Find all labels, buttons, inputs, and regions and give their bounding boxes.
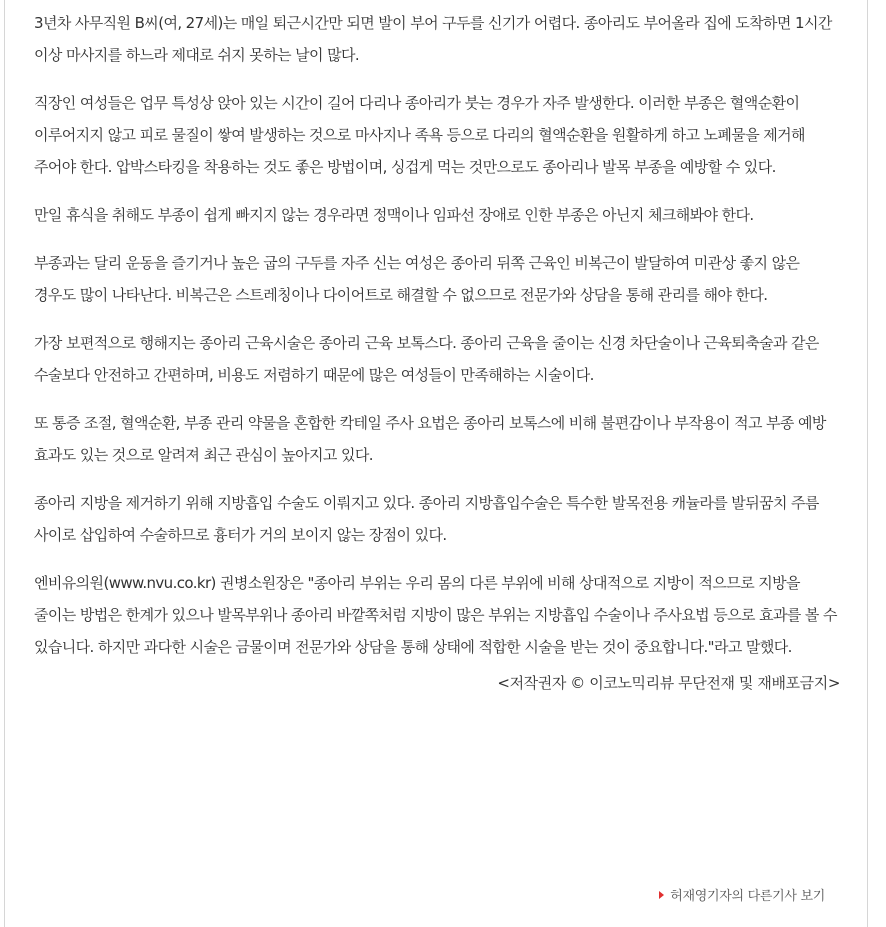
article-paragraph-1: 3년차 사무직원 B씨(여, 27세)는 매일 퇴근시간만 되면 발이 부어 구두를 신기가 어렵다. 종아리도 부어올라 집에 도착하면 1시간 이상 마사지를 하느라 제대로 쉬지 못하는 날이 많다.	[34, 14, 832, 64]
reporter-other-articles-label: 허재영기자의 다른기사 보기	[670, 889, 825, 904]
article-paragraph-7: 종아리 지방을 제거하기 위해 지방흡입 수술도 이뤄지고 있다. 종아리 지방흡입수술은 특수한 발목전용 캐뉼라를 발뒤꿈치 주름 사이로 삽입하여 수술하므로 흉터가 거의 보이지 않는 장점이 있다.	[34, 494, 819, 544]
reporter-other-articles-link[interactable]	[659, 887, 825, 907]
article-body	[34, 7, 842, 695]
article-paragraph-4: 부종과는 달리 운동을 즐기거나 높은 굽의 구두를 자주 신는 여성은 종아리 뒤쪽 근육인 비복근이 발달하여 미관상 좋지 않은 경우도 많이 나타난다. 비복근은 스트레칭이나 다이어트로 해결할 수 없으므로 전문가와 상담을 통해 관리를 해야 한다.	[34, 254, 800, 304]
article-paragraph-6: 또 통증 조절, 혈액순환, 부종 관리 약물을 혼합한 칵테일 주사 요법은 종아리 보톡스에 비해 불편감이나 부작용이 적고 부종 예방 효과도 있는 것으로 알려져 최근 관심이 높아지고 있다.	[34, 414, 826, 464]
article-paragraph-5: 가장 보편적으로 행해지는 종아리 근육시술은 종아리 근육 보톡스다. 종아리 근육을 줄이는 신경 차단술이나 근육퇴축술과 같은 수술보다 안전하고 간편하며, 비용도 저렴하기 때문에 많은 여성들이 만족해하는 시술이다.	[34, 334, 819, 384]
article-paragraph-8: 엔비유의원(www.nvu.co.kr) 권병소원장은 "종아리 부위는 우리 몸의 다른 부위에 비해 상대적으로 지방이 적으므로 지방을 줄이는 방법은 한계가 있으나 발목부위나 종아리 바깥쪽처럼 지방이 많은 부위는 지방흡입 수술이나 주사요법 등으로 효과를 볼 수 있습니다. 하지만 과다한 시술은 금물이며 전문가와 상담을 통해 상태에 적합한 시술을 받는 것이 중요합니다."라고 말했다.	[34, 574, 837, 656]
red-triangle-arrow-icon	[659, 891, 664, 899]
article-paragraph-3: 만일 휴식을 취해도 부종이 쉽게 빠지지 않는 경우라면 정맥이나 임파선 장애로 인한 부종은 아닌지 체크해봐야 한다.	[34, 206, 754, 224]
article-paragraph-2: 직장인 여성들은 업무 특성상 앉아 있는 시간이 길어 다리나 종아리가 붓는 경우가 자주 발생한다. 이러한 부종은 혈액순환이 이루어지지 않고 피로 물질이 쌓여 발생하는 것으로 마사지나 족욕 등으로 다리의 혈액순환을 원활하게 하고 노폐물을 제거해 주어야 한다. 압박스타킹을 착용하는 것도 좋은 방법이며, 싱겁게 먹는 것만으로도 종아리나 발목 부종을 예방할 수 있다.	[34, 94, 805, 176]
copyright-notice: <저작권자 © 이코노믹리뷰 무단전재 및 재배포금지>	[497, 674, 840, 692]
